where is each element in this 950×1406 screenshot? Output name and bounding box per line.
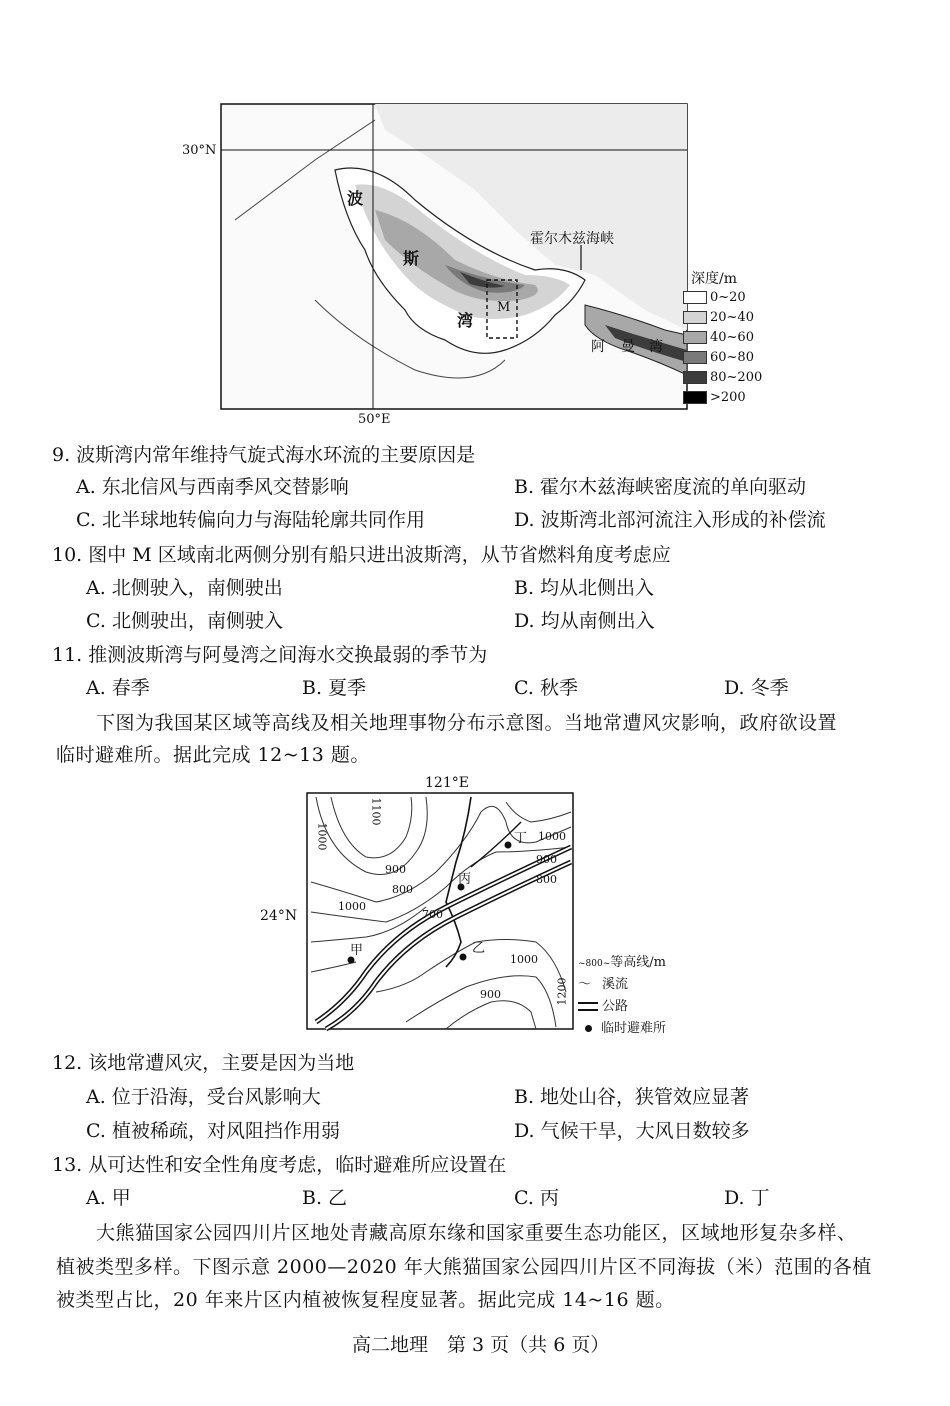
place-ding: 丁 <box>514 831 528 846</box>
intro-14-16-line-2: 植被类型多样。下图示意 2000—2020 年大熊猫国家公园四川片区不同海拔（米）范围的各植 <box>56 1256 872 1278</box>
persian-gulf-map <box>175 100 775 430</box>
map1-lon-label: 50°E <box>358 412 391 427</box>
depth-legend-item: 40~60 <box>683 330 754 345</box>
q11-option-d: D. 冬季 <box>724 677 789 699</box>
place-yi: 乙 <box>472 941 486 956</box>
depth-legend-item: 80~200 <box>683 370 762 385</box>
q10-option-a: A. 北侧驶入，南侧驶出 <box>86 577 283 599</box>
q11-option-a: A. 春季 <box>86 677 150 699</box>
depth-legend-title: 深度/m <box>691 271 737 287</box>
place-bing: 丙 <box>458 872 472 887</box>
contour-map-legend <box>578 951 666 1039</box>
q10-option-d: D. 均从南侧出入 <box>514 610 655 632</box>
contour-label: 700 <box>422 908 443 921</box>
depth-legend-item: >200 <box>683 390 746 405</box>
contour-label: 900 <box>480 988 501 1001</box>
q13-option-d: D. 丁 <box>724 1187 770 1209</box>
contour-label: 800 <box>392 883 413 896</box>
contour-label: 800 <box>536 873 557 886</box>
depth-legend-item: 0~20 <box>683 290 746 305</box>
legend-road: 公路 <box>578 995 666 1017</box>
question-9-stem: 9. 波斯湾内常年维持气旋式海水环流的主要原因是 <box>52 444 476 466</box>
contour-label: 1000 <box>338 900 366 913</box>
question-13-stem: 13. 从可达性和安全性角度考虑，临时避难所应设置在 <box>52 1154 507 1176</box>
q12-option-d: D. 气候干旱，大风日数较多 <box>514 1120 750 1142</box>
question-12-stem: 12. 该地常遭风灾，主要是因为当地 <box>52 1052 355 1074</box>
q10-option-b: B. 均从北侧出入 <box>514 577 655 599</box>
q12-option-a: A. 位于沿海，受台风影响大 <box>86 1086 321 1108</box>
contour-label: 1200 <box>555 977 569 1006</box>
contour-label: 900 <box>536 853 557 866</box>
shelter-ding <box>505 842 512 849</box>
q11-option-b: B. 夏季 <box>302 677 367 699</box>
question-11-stem: 11. 推测波斯湾与阿曼湾之间海水交换最弱的季节为 <box>52 644 488 666</box>
contour-label: 1000 <box>315 822 329 851</box>
q12-option-c: C. 植被稀疏，对风阻挡作用弱 <box>86 1120 340 1142</box>
contour-label: 1000 <box>538 830 566 843</box>
label-oman-3: 湾 <box>649 339 663 355</box>
map2-lat-label: 24°N <box>260 908 298 924</box>
q10-option-c: C. 北侧驶出，南侧驶入 <box>86 610 283 632</box>
question-10-stem: 10. 图中 M 区域南北两侧分别有船只进出波斯湾，从节省燃料角度考虑应 <box>52 544 671 566</box>
depth-legend-item: 60~80 <box>683 350 754 365</box>
q13-option-a: A. 甲 <box>86 1187 131 1209</box>
intro-12-13-line-1: 下图为我国某区域等高线及相关地理事物分布示意图。当地常遭风灾影响，政府欲设置 <box>96 712 838 734</box>
intro-14-16-line-1: 大熊猫国家公园四川片区地处青藏高原东缘和国家重要生态功能区，区域地形复杂多样、 <box>96 1222 857 1244</box>
q9-option-d: D. 波斯湾北部河流注入形成的补偿流 <box>514 509 826 531</box>
legend-shelter: 临时避难所 <box>578 1017 666 1039</box>
legend-contour: ~800~等高线/m <box>578 955 666 970</box>
q9-option-b: B. 霍尔木兹海峡密度流的单向驱动 <box>514 476 807 498</box>
label-m-box: M <box>497 300 511 315</box>
intro-12-13-line-2: 临时避难所。据此完成 12~13 题。 <box>56 744 370 766</box>
q12-option-b: B. 地处山谷，狭管效应显著 <box>514 1086 750 1108</box>
page-footer: 高二地理 第 3 页（共 6 页） <box>352 1334 610 1356</box>
intro-14-16-line-3: 被类型占比，20 年来片区内植被恢复程度显著。据此完成 14~16 题。 <box>56 1289 675 1311</box>
q13-option-c: C. 丙 <box>514 1187 559 1209</box>
map2-lon-label: 121°E <box>425 775 469 791</box>
label-oman-1: 阿 <box>591 339 605 355</box>
contour-label: 900 <box>385 863 406 876</box>
contour-label: 1000 <box>510 953 538 966</box>
label-gulf-1: 波 <box>347 189 364 208</box>
label-gulf-2: 斯 <box>403 249 420 268</box>
label-gulf-3: 湾 <box>457 311 474 330</box>
depth-legend-item: 20~40 <box>683 310 754 325</box>
place-jia: 甲 <box>350 943 364 958</box>
q9-option-c: C. 北半球地转偏向力与海陆轮廓共同作用 <box>76 509 425 531</box>
label-hormuz-strait: 霍尔木兹海峡 <box>530 231 614 247</box>
q9-option-a: A. 东北信风与西南季风交替影响 <box>76 476 349 498</box>
q11-option-c: C. 秋季 <box>514 677 578 699</box>
label-oman-2: 曼 <box>621 339 635 355</box>
q13-option-b: B. 乙 <box>302 1187 348 1209</box>
shelter-yi <box>460 954 467 961</box>
contour-map <box>260 775 700 1036</box>
map1-lat-label: 30°N <box>182 143 217 158</box>
contour-label: 1100 <box>369 797 383 826</box>
legend-stream: 〜 溪流 <box>578 977 629 992</box>
